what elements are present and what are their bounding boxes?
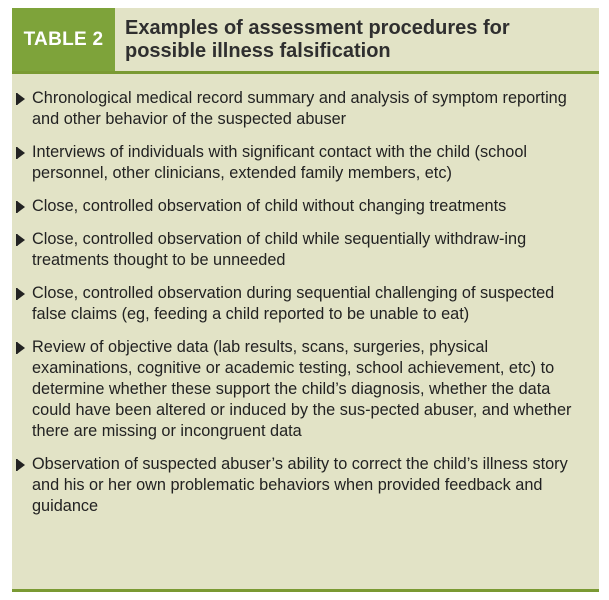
arrowhead-bullet-icon [16,287,26,301]
list-item-text: Observation of suspected abuser’s ability to correct the child’s illness story and his or her own problematic behaviors when provided feedback and guidance [32,455,568,515]
list-item [16,142,588,184]
table-title: Examples of assessment procedures for possible illness falsification [125,17,510,62]
list-item-text: Interviews of individuals with significant contact with the child (school personnel, other clinicians, extended family members, etc) [32,143,528,182]
list-item [16,337,588,442]
list-item [16,283,588,325]
arrowhead-bullet-icon [16,341,26,355]
arrowhead-bullet-icon [16,458,26,472]
arrowhead-bullet-icon [16,200,26,214]
arrowhead-bullet-icon [16,92,26,106]
list-item-text: Chronological medical record summary and analysis of symptom reporting and other behavior of the suspected abuser [32,89,567,128]
arrowhead-bullet-icon [16,233,26,247]
table-number-label: TABLE 2 [12,8,115,71]
list-item [16,229,588,271]
list-item-text: Close, controlled observation of child while sequentially withdraw-ing treatments thought to be unneeded [32,230,527,269]
list-item [16,454,588,517]
table-panel [12,8,599,592]
bottom-divider [12,589,599,592]
list-item [16,88,588,130]
list-item-text: Close, controlled observation of child without changing treatments [32,197,507,215]
list-item [16,196,588,217]
table-header [12,8,599,74]
procedure-list [16,88,588,529]
arrowhead-bullet-icon [16,146,26,160]
list-item-text: Review of objective data (lab results, scans, surgeries, physical examinations, cognitive or academic testing, school achievement, etc) to determine whether these support the child’s diagnosis, whether the data could have been altered or induced by the sus-pected abuser, and whether there are missing or incongruent data [32,338,572,440]
list-item-text: Close, controlled observation during sequential challenging of suspected false claims (eg, feeding a child reported to be unable to eat) [32,284,555,323]
